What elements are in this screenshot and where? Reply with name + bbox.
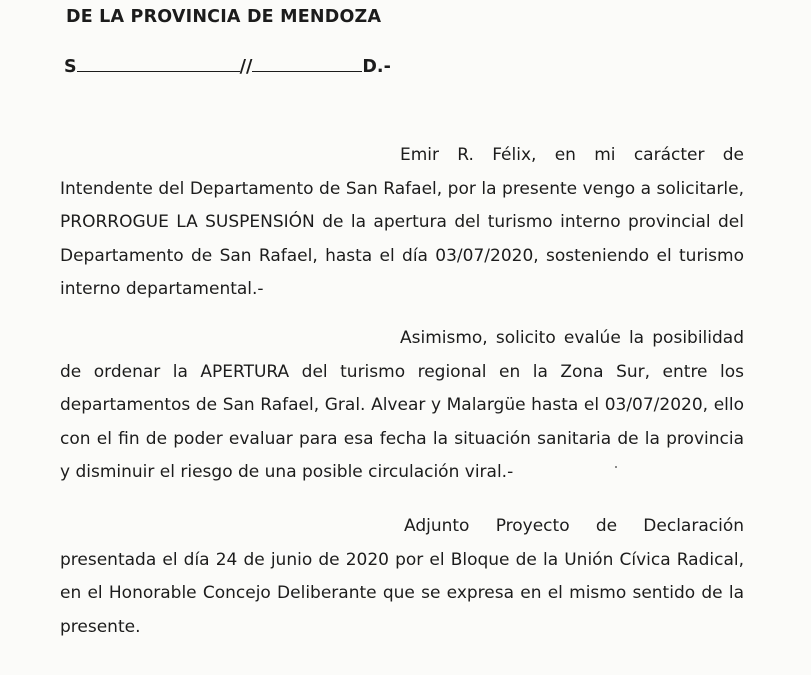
paragraph-line: Adjunto Proyecto de Declaración: [404, 516, 744, 536]
paragraph-line: departamentos de San Rafael, Gral. Alvear y Malargüe hasta el 03/07/2020, ello: [60, 395, 744, 415]
salutation-line: [64, 56, 391, 77]
salutation-prefix: S: [64, 57, 77, 77]
paragraph-line: presentada el día 24 de junio de 2020 por el Bloque de la Unión Cívica Radical,: [60, 549, 744, 570]
paragraph-line: Asimismo, solicito evalúe la posibilidad: [400, 328, 744, 348]
paragraph-line: Emir R. Félix, en mi carácter de: [400, 145, 744, 165]
salutation-blank-1: [77, 56, 240, 72]
paragraph-line: de ordenar la APERTURA del turismo regional en la Zona Sur, entre los: [60, 361, 744, 382]
paragraph-line: interno departamental.-: [60, 279, 264, 299]
paragraph-line: PRORROGUE LA SUSPENSIÓN de la apertura del turismo interno provincial del: [60, 212, 744, 232]
paragraph-line: presente.: [60, 616, 141, 637]
paragraph-line: con el fin de poder evaluar para esa fecha la situación sanitaria de la provincia: [60, 428, 744, 449]
paragraph-attachment: [60, 510, 744, 644]
paragraph-request: [60, 139, 744, 307]
paragraph-line: en el Honorable Concejo Deliberante que se expresa en el mismo sentido de la: [60, 583, 744, 603]
salutation-blank-2: [252, 56, 362, 72]
recipient-heading: DE LA PROVINCIA DE MENDOZA: [66, 7, 382, 27]
salutation-suffix: D.-: [362, 57, 391, 77]
paragraph-regional-opening: [60, 322, 744, 490]
salutation-separator: //: [239, 57, 253, 77]
paragraph-line: Departamento de San Rafael, hasta el día 03/07/2020, sosteniendo el turismo: [60, 245, 744, 266]
scan-speck: [615, 466, 617, 468]
paragraph-line: Intendente del Departamento de San Rafael, por la presente vengo a solicitarle,: [60, 178, 744, 199]
paragraph-line: y disminuir el riesgo de una posible circulación viral.-: [60, 462, 514, 482]
